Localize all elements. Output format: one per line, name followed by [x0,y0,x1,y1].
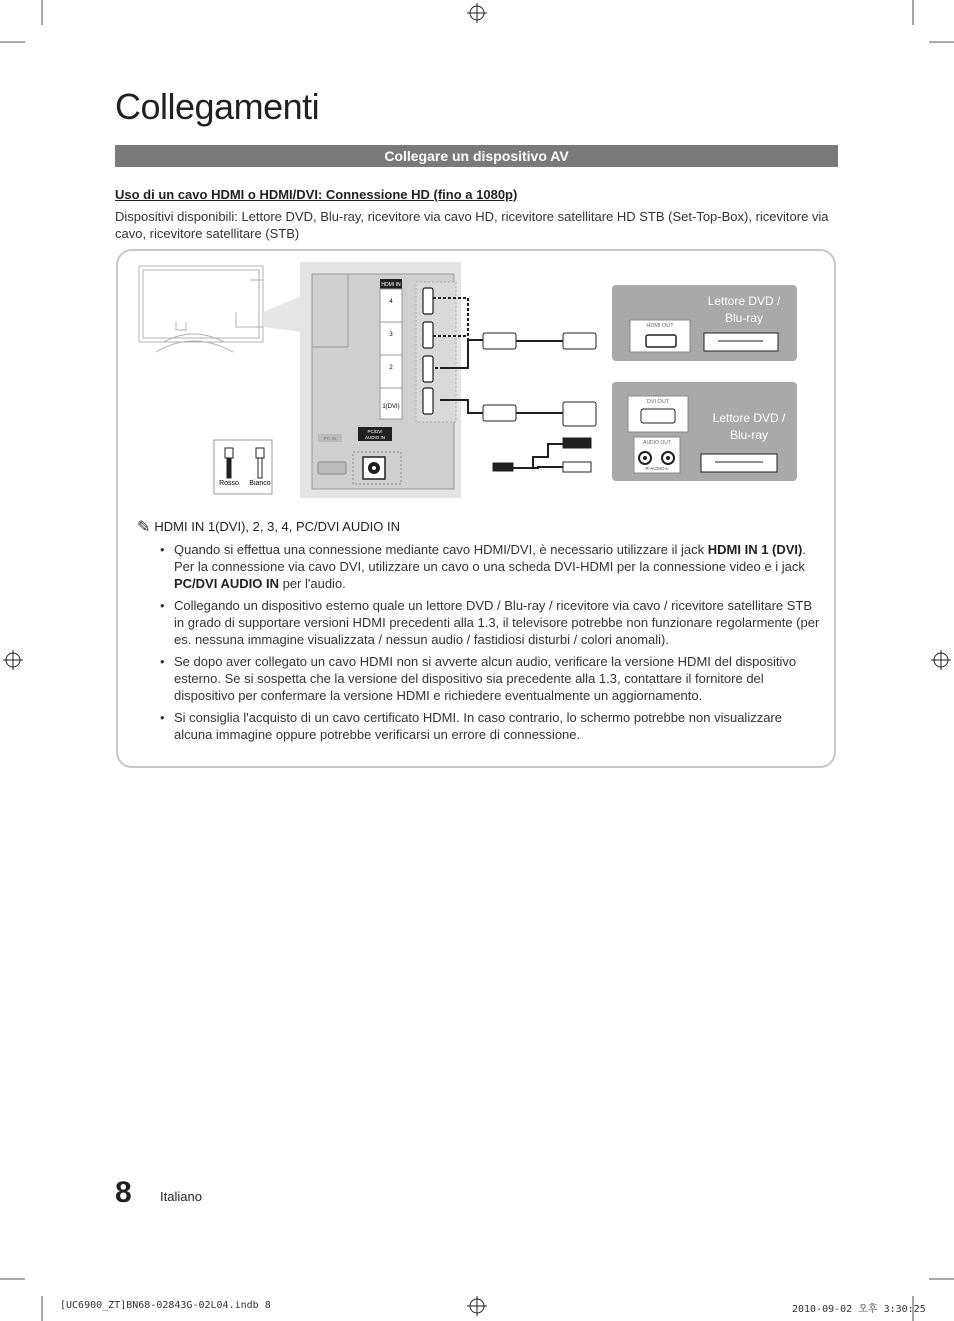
dvi-out-label: DVI OUT [646,399,670,405]
subheading: Uso di un cavo HDMI o HDMI/DVI: Connessione HD (fino a 1080p) [115,187,518,202]
footer-date: 2010-09-02 오후 3:30:25 [792,1304,926,1315]
page-number: 8 [115,1176,132,1209]
audio-lr-label: R-AUDIO-L [645,466,669,471]
bullet-bold: HDMI IN 1 (DVI) [707,542,803,557]
rca-red-label: Rosso [219,480,239,487]
bullet-text: per l'audio. [278,576,346,591]
note-heading [137,517,400,537]
footer-file: [UC6900_ZT]BN68-02843G-02L04.indb 8 [60,1300,271,1311]
device-name: Blu-ray [724,311,764,325]
port-label: 3 [389,332,393,338]
audio-out-label: AUDIO OUT [643,440,671,446]
list-item [160,597,820,648]
dvd-player-icon [701,454,777,472]
hdmi-in-label: HDMI IN [381,282,401,288]
section-title-bar: Collegare un dispositivo AV [115,145,838,167]
port-label: 4 [389,299,393,305]
tv-back-illustration [139,266,263,352]
port-label: 1(DVI) [382,404,400,410]
list-item [160,709,820,743]
cable-connector-icon [483,333,596,472]
bullet-text: Collegando un dispositivo esterno quale un lettore DVD / Blu-ray / ricevitore via cavo / ricevitore satellitare STB in grado di supportare versioni HDMI precedenti alla 1.3, il televisore potrebbe non funzionare regolarmente (per es. nessuna immagine visualizzata / nessun audio / fastidiosi disturbi / colori anomali). [174,598,820,647]
list-item [160,541,820,592]
device-name: Blu-ray [729,428,769,442]
bullet-text: . Per la connessione via cavo DVI, utilizzare un cavo o una scheda DVI-HDMI per la connessione video e i jack [174,542,807,574]
dvi-port-icon [641,409,675,423]
dvd-player-icon [704,333,778,351]
audio-in-label: AUDIO IN [364,435,386,440]
bullet-text: Quando si effettua una connessione mediante cavo HDMI/DVI, è necessario utilizzare il jack [174,542,708,557]
pc-dvi-label: PC/DVI [367,429,383,434]
bullet-text: Si consiglia l'acquisto di un cavo certificato HDMI. In caso contrario, lo schermo potrebbe non visualizzare alcuna immagine oppure potrebbe verificarsi un errore di connessione. [174,710,782,742]
page-title: Collegamenti [115,86,320,127]
note-bullets [160,541,820,748]
intro-text: Dispositivi disponibili: Lettore DVD, Blu-ray, ricevitore via cavo HD, ricevitore satellitare HD STB (Set-Top-Box), ricevitore via cavo, ricevitore satellitare (STB) [115,209,829,241]
pc-in-label: PC IN [323,436,337,441]
bullet-bold: PC/DVI AUDIO IN [174,576,279,591]
page-language: Italiano [160,1189,202,1204]
hdmi-port-icon [646,335,676,347]
device-name: Lettore DVD / [707,294,781,308]
hdmi-out-label: HDMI OUT [646,323,674,329]
connection-diagram [118,252,818,502]
rca-white-label: Bianco [249,480,271,487]
bullet-text: Se dopo aver collegato un cavo HDMI non si avverte alcun audio, verificare la versione HDMI del dispositivo esterno. Se si sospetta che la versione del dispositivo sia precedente alla 1.3, contattare il fornitore del dispositivo per confermare la versione HDMI e richiedere eventualmente un aggiornamento. [174,654,797,703]
device-name: Lettore DVD / [712,411,786,425]
list-item [160,653,820,704]
pencil-note-icon: ✎ [137,519,151,536]
port-label: 2 [389,365,393,371]
note-heading-text: HDMI IN 1(DVI), 2, 3, 4, PC/DVI AUDIO IN [154,519,401,534]
